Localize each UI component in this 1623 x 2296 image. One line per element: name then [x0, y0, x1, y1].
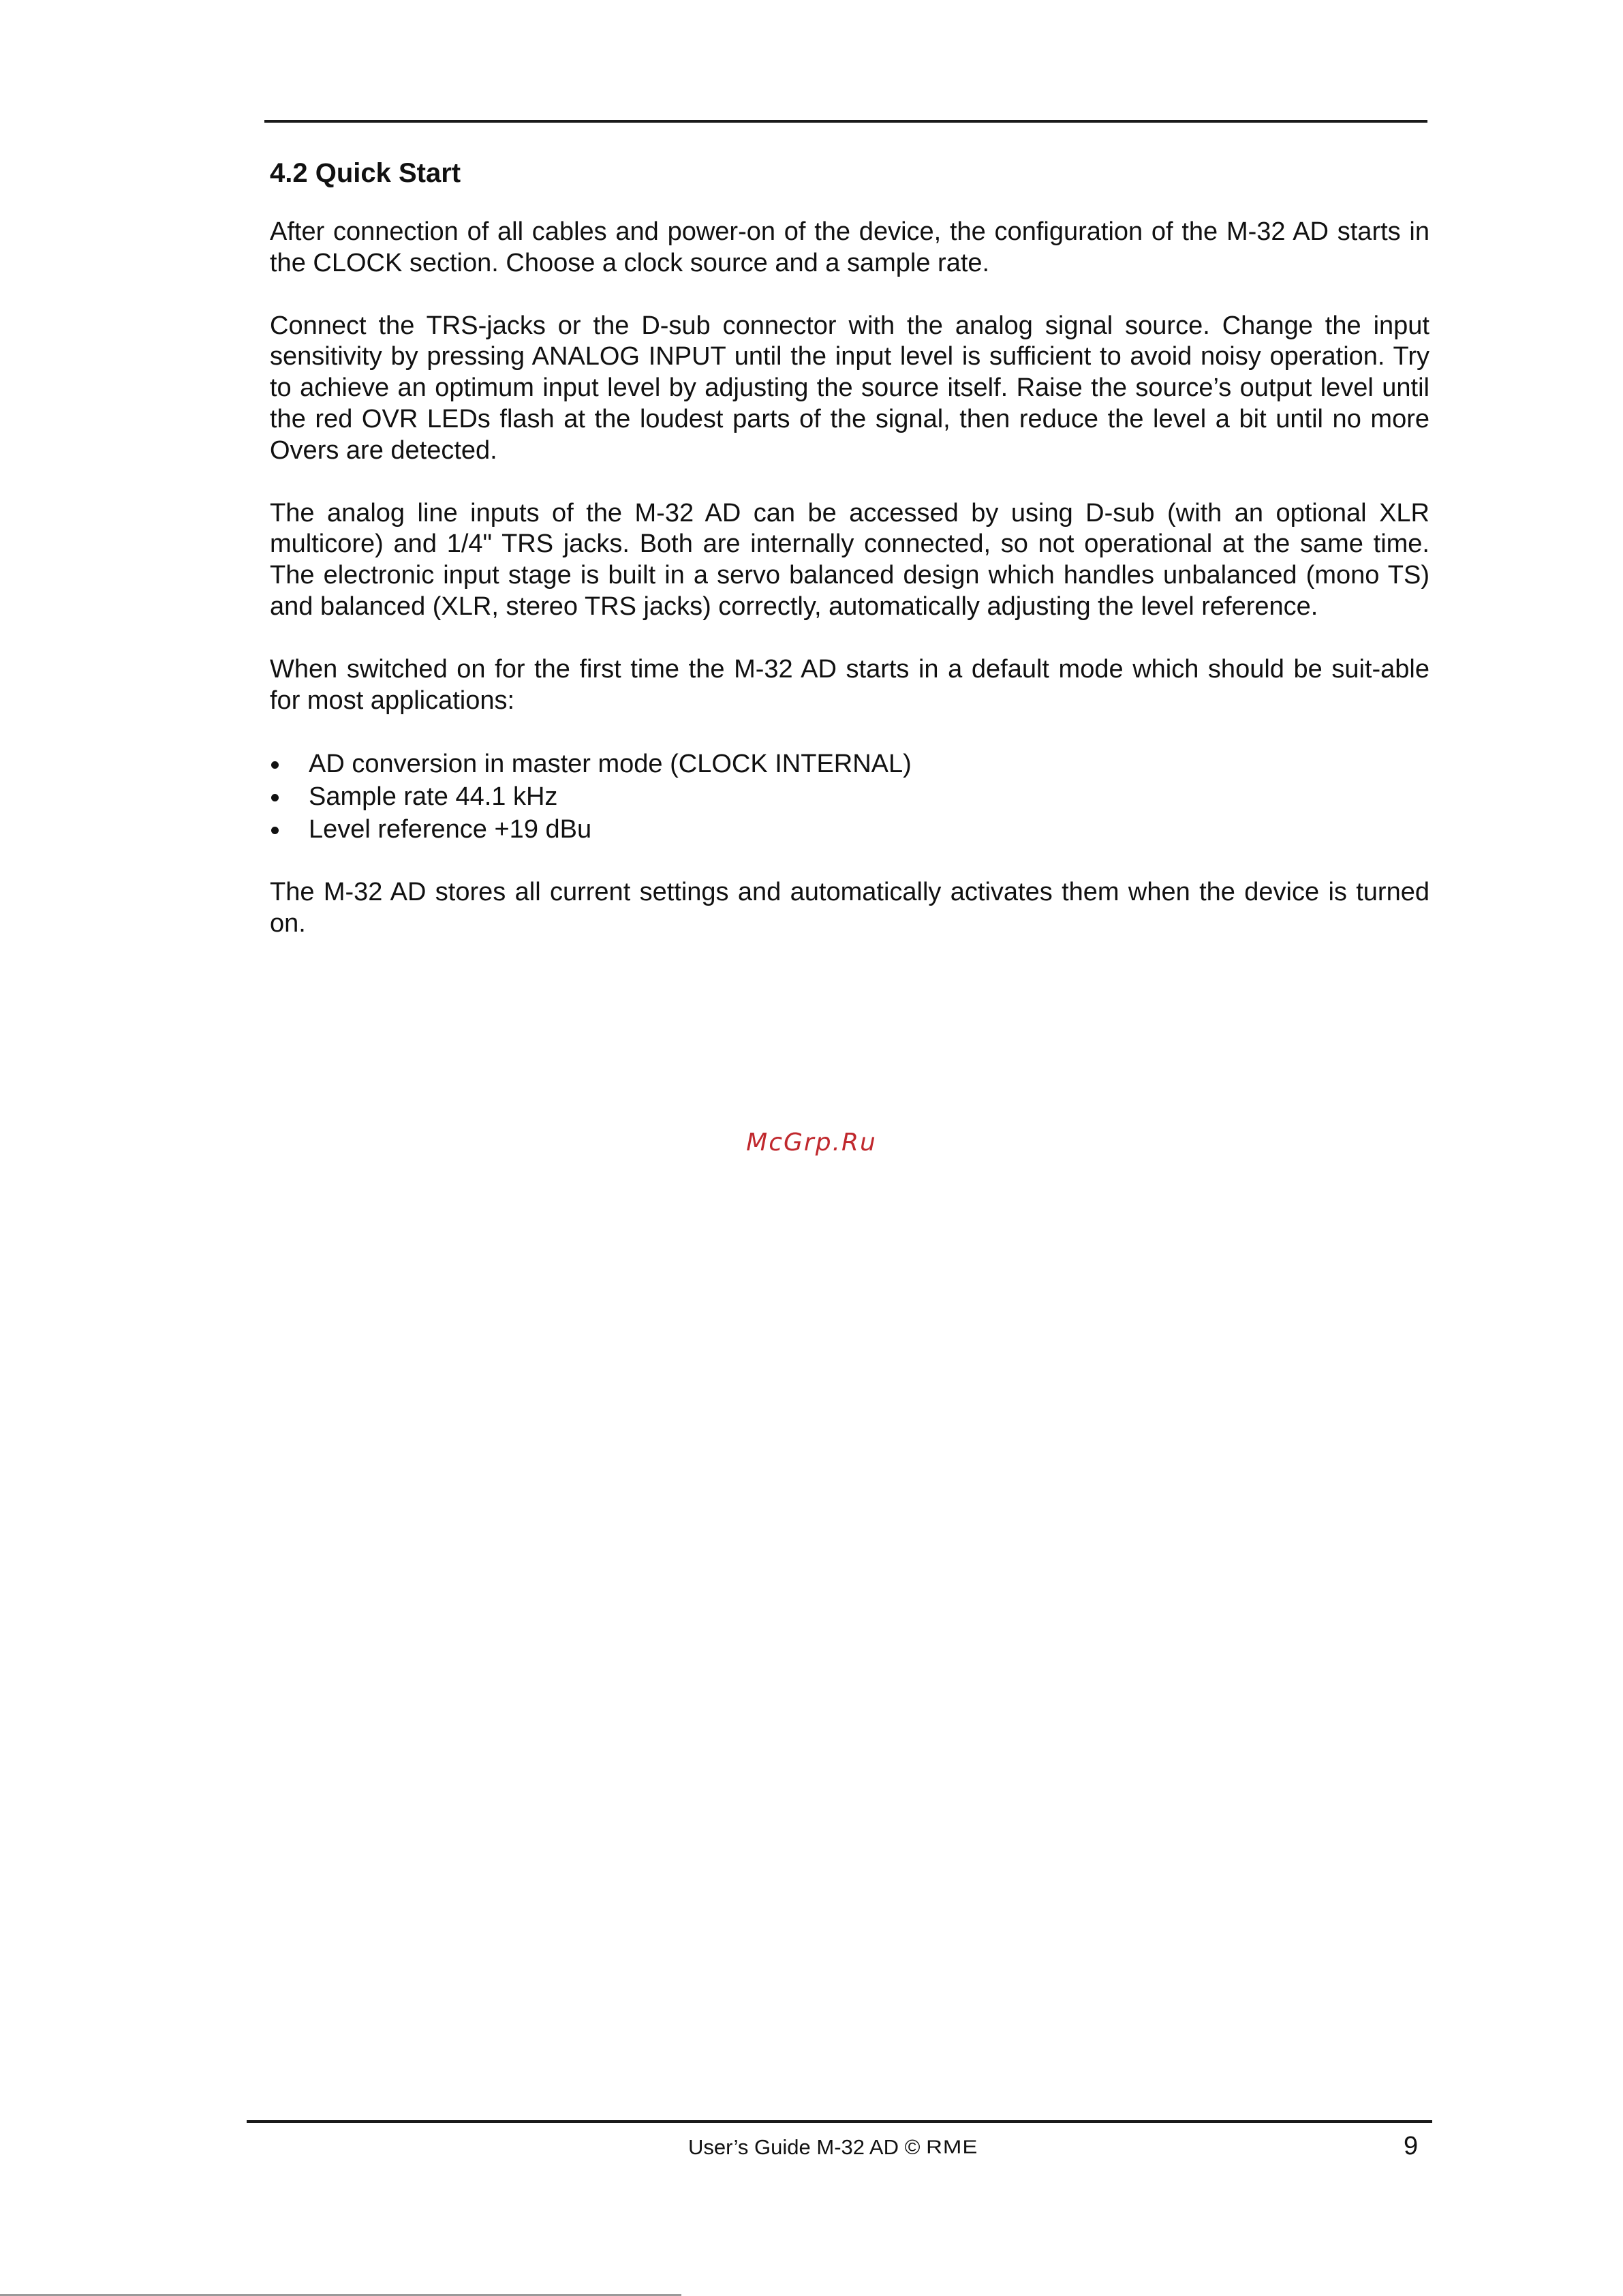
- bullet-icon: [271, 761, 279, 769]
- list-item: [270, 813, 1429, 846]
- footer-guide-title: [688, 2133, 978, 2161]
- list-item-text: Sample rate 44.1 kHz: [309, 782, 558, 812]
- copyright-symbol: ©: [904, 2135, 921, 2159]
- page-number: 9: [1404, 2132, 1419, 2160]
- list-item: [270, 748, 1429, 780]
- list-item: [270, 780, 1429, 813]
- paragraph-line-inputs: The analog line inputs of the M-32 AD can be accessed by using D-sub (with an optional XLR multicore) and 1/4" TRS jacks. Both are internally connected, so not operational at the same time. The electronic input stage is built in a servo balanced design which handles unbalanced (mono TS) and balanced (XLR, stereo TRS jacks) correctly, automatically adjusting the level reference.: [270, 498, 1429, 621]
- watermark-text: McGrp.Ru: [746, 1129, 877, 1157]
- paragraph-default-mode: When switched on for the first time the M-32 AD starts in a default mode which should be suit-able for most applications:: [270, 654, 1429, 715]
- paragraph-intro: After connection of all cables and power-on of the device, the configuration of the M-32 AD starts in the CLOCK section. Choose a clock source and a sample rate.: [270, 217, 1429, 277]
- header-rule: [264, 120, 1427, 123]
- page-content: [270, 155, 1429, 971]
- bullet-icon: [271, 827, 279, 834]
- list-item-text: Level reference +19 dBu: [309, 815, 592, 844]
- default-settings-list: [270, 748, 1429, 846]
- paragraph-closing: The M-32 AD stores all current settings and automatically activates them when the device is turned on.: [270, 878, 1429, 938]
- paragraph-input-level: Connect the TRS-jacks or the D-sub connector with the analog signal source. Change the input sensitivity by pressing ANALOG INPUT until the input level is sufficient to avoid noisy operation. Try to achieve an optimum input level by adjusting the source itself. Raise the source’s output level until the red OVR LEDs flash at the loudest parts of the signal, then reduce the level a bit until no more Overs are detected.: [270, 311, 1429, 465]
- footer-rule: [247, 2120, 1432, 2123]
- section-heading: 4.2 Quick Start: [270, 158, 461, 188]
- bullet-icon: [271, 794, 279, 801]
- brand-logo: RME: [926, 2135, 978, 2158]
- list-item-text: AD conversion in master mode (CLOCK INTERNAL): [309, 750, 912, 779]
- footer-guide-text: User’s Guide M-32 AD: [688, 2135, 899, 2159]
